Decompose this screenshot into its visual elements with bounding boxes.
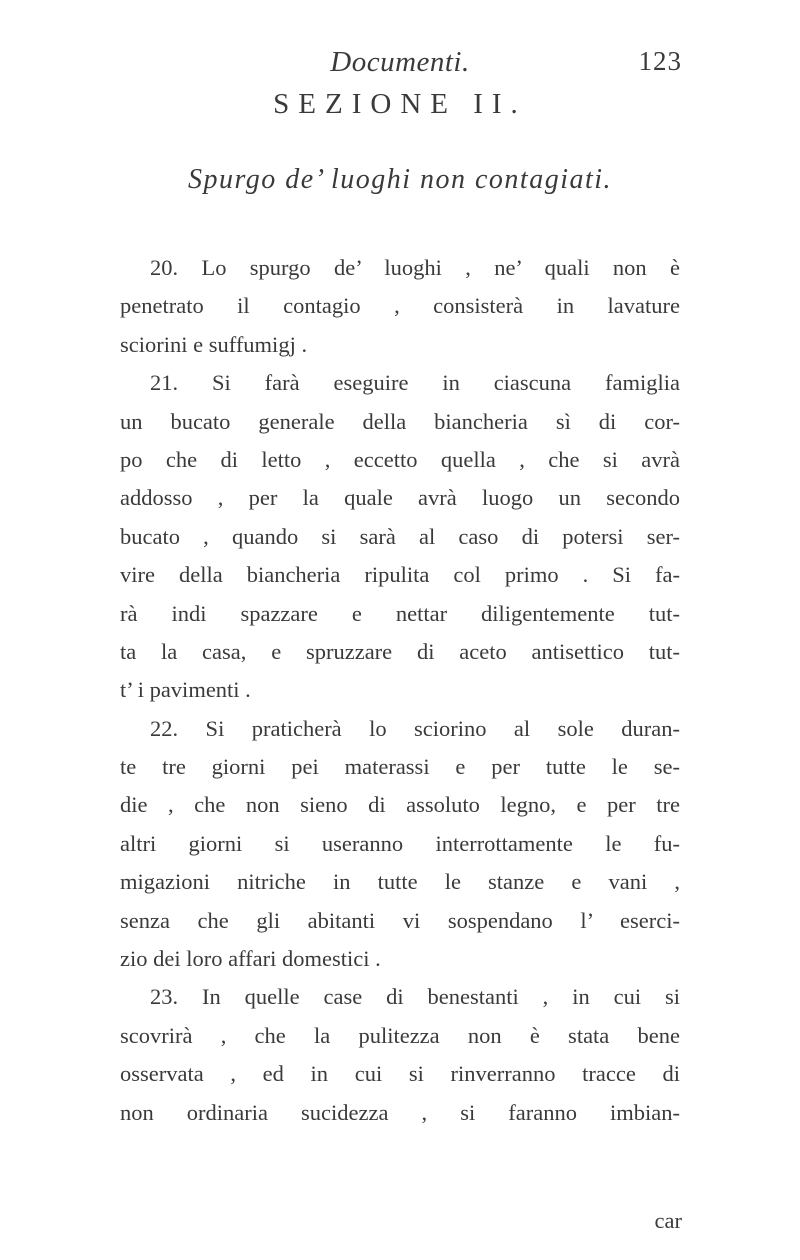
text-line: osservata , ed in cui si rinverranno tracce di xyxy=(120,1061,680,1087)
text-line: die , che non sieno di assoluto legno, e per tre xyxy=(120,792,680,818)
text-line: senza che gli abitanti vi sospendano l’ eserci- xyxy=(120,907,680,933)
running-head xyxy=(0,46,800,86)
text-line: bucato , quando si sarà al caso di potersi ser- xyxy=(120,523,680,549)
text-line: penetrato il contagio , consisterà in lavature xyxy=(120,293,680,319)
body-text xyxy=(120,249,680,1132)
text-line: migazioni nitriche in tutte le stanze e vani , xyxy=(120,869,680,895)
text-line: rà indi spazzare e nettar diligentemente tut- xyxy=(120,600,680,626)
text-line: vire della biancheria ripulita col primo . Si fa- xyxy=(120,562,680,588)
text-line: 23. In quelle case di benestanti , in cui si xyxy=(150,984,680,1010)
catchword: car xyxy=(654,1208,682,1233)
text-line: altri giorni si useranno interrottamente le fu- xyxy=(120,830,680,856)
text-line: te tre giorni pei materassi e per tutte le se- xyxy=(120,754,680,780)
text-line: 20. Lo spurgo de’ luoghi , ne’ quali non è xyxy=(150,255,680,280)
text-line: ta la casa, e spruzzare di aceto antisettico tut- xyxy=(120,638,680,664)
text-line: sciorini e suffumigj . xyxy=(120,331,308,357)
text-line: po che di letto , eccetto quella , che si avrà xyxy=(120,446,680,472)
text-line: scovrirà , che la pulitezza non è stata bene xyxy=(120,1022,680,1048)
running-title: Documenti. xyxy=(330,46,470,78)
section-subtitle: Spurgo de’ luoghi non contagiati. xyxy=(187,164,613,195)
text-line: non ordinaria sucidezza , si faranno imbian- xyxy=(120,1099,680,1125)
text-line: 22. Si praticherà lo sciorino al sole duran- xyxy=(150,715,680,741)
text-line: addosso , per la quale avrà luogo un secondo xyxy=(120,485,680,511)
text-line: t’ i pavimenti . xyxy=(120,677,251,703)
page-number: 123 xyxy=(638,46,682,76)
text-line: 21. Si farà eseguire in ciascuna famiglia xyxy=(150,370,680,396)
text-line: un bucato generale della biancheria sì di cor- xyxy=(120,408,680,434)
text-line: zio dei loro affari domestici . xyxy=(120,946,381,972)
section-heading: SEZIONE II. xyxy=(273,88,527,120)
